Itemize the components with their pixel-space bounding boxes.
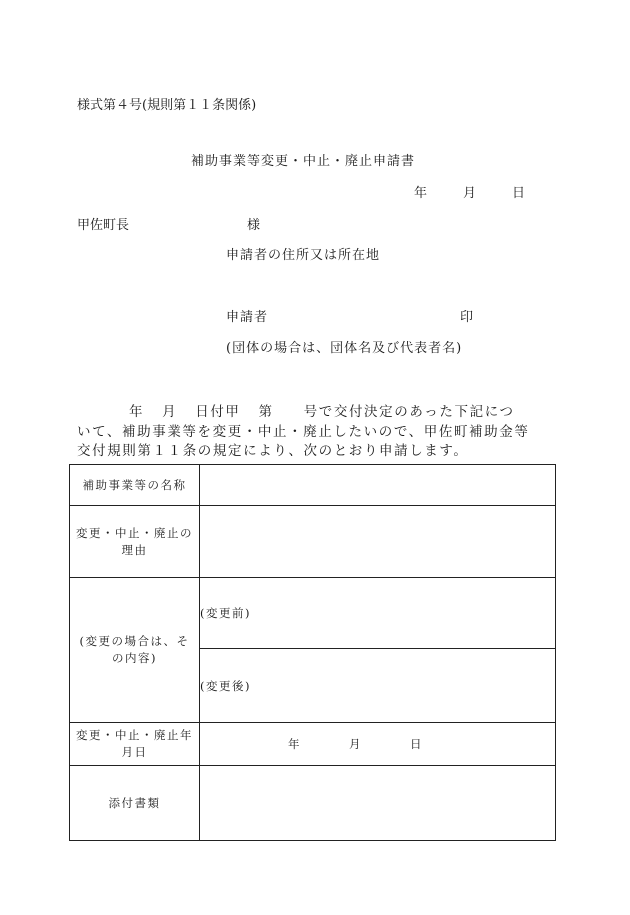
reason-field[interactable]: [200, 506, 556, 578]
organization-note: (団体の場合は、団体名及び代表者名): [226, 341, 463, 356]
body-text: [77, 403, 557, 462]
row-date: [70, 723, 556, 766]
application-table: [69, 464, 556, 841]
date-day: 日: [512, 186, 526, 201]
body-year: 年: [129, 404, 145, 420]
row-change-before: [70, 578, 556, 649]
project-name-field[interactable]: [200, 465, 556, 506]
before-change-label: (変更前): [200, 606, 251, 620]
change-date-field[interactable]: 年 月 日: [200, 723, 556, 766]
body-dai: 第: [258, 404, 274, 420]
before-change-field[interactable]: [200, 578, 556, 649]
date-month: 月: [463, 186, 477, 201]
application-date: [414, 187, 525, 200]
seal-mark: 印: [460, 310, 474, 325]
after-change-label: (変更後): [200, 678, 251, 693]
body-dated: 日付甲: [195, 404, 241, 420]
row-project-name: [70, 465, 556, 506]
change-content-label: (変更の場合は、そ の内容): [70, 578, 200, 723]
project-name-label: 補助事業等の名称: [70, 465, 200, 506]
body-line-2: いて、補助事業等を変更・中止・廃止したいので、甲佐町補助金等: [77, 423, 530, 440]
applicant-label: 申請者: [226, 310, 269, 325]
body-line-1: [77, 403, 557, 423]
row-reason: [70, 506, 556, 578]
honorific: 様: [247, 218, 261, 233]
form-number: 様式第４号(規則第１１条関係): [77, 98, 257, 113]
date-year: 年: [414, 186, 428, 201]
row-attachments: [70, 766, 556, 841]
body-line-3: 交付規則第１１条の規定により、次のとおり申請します。: [77, 443, 469, 459]
after-change-field[interactable]: [200, 649, 556, 723]
body-rest: 号で交付決定のあった下記につ: [303, 404, 515, 420]
applicant-address-label: 申請者の住所又は所在地: [226, 248, 381, 263]
attachments-label: 添付書類: [70, 766, 200, 841]
change-date-label: 変更・中止・廃止年 月日: [70, 723, 200, 766]
reason-label: 変更・中止・廃止の 理由: [70, 506, 200, 578]
attachments-field[interactable]: [200, 766, 556, 841]
addressee: 甲佐町長: [77, 218, 130, 233]
document-title: 補助事業等変更・中止・廃止申請書: [191, 154, 416, 169]
body-month: 月: [162, 404, 178, 420]
